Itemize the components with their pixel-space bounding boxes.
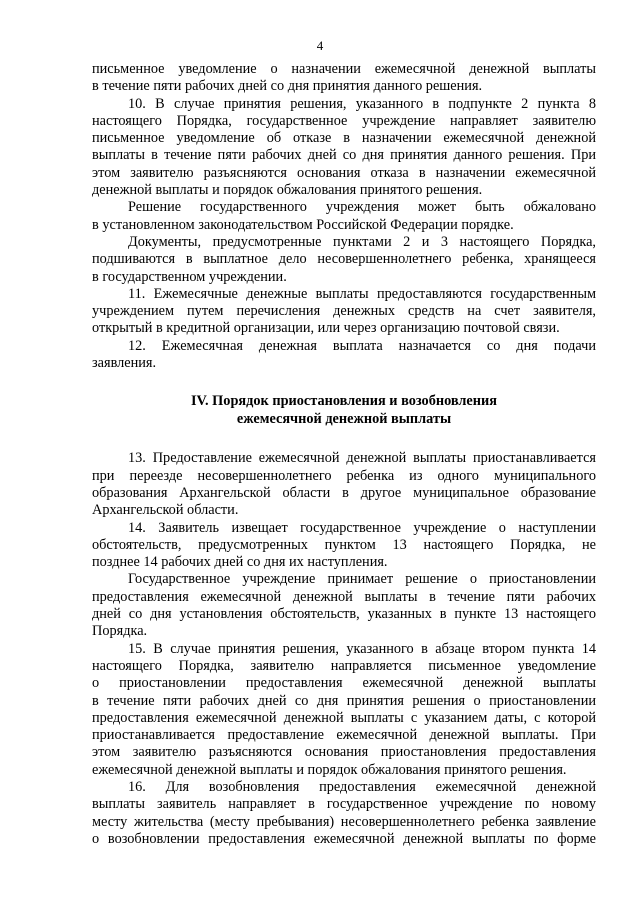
paragraph-p12 xyxy=(92,338,596,373)
document-body xyxy=(92,61,596,848)
paragraph-line: письменное уведомление об отказе в назначении ежемесячной денежной xyxy=(92,130,596,147)
paragraph-line: ежемесячной денежной выплаты и порядок обжалования принятого решения. xyxy=(92,761,567,778)
paragraph-line: 12. Ежемесячная денежная выплата назначается со дня подачи xyxy=(128,337,596,354)
paragraph-line: заявления. xyxy=(92,355,157,372)
paragraph-line: этом заявителю разъясняются основания отказа в назначении ежемесячной xyxy=(92,164,596,181)
paragraph-p13 xyxy=(92,450,596,519)
paragraphs-after-section xyxy=(92,450,596,848)
paragraph-line: этом заявителю разъясняются основания приостановления предоставления xyxy=(92,744,596,761)
paragraph-line: подшиваются в выплатное дело несовершеннолетнего ребенка, хранящееся xyxy=(92,251,596,268)
paragraph-line: Документы, предусмотренные пунктами 2 и 3 настоящего Порядка, xyxy=(128,233,596,250)
section-gap xyxy=(92,428,596,450)
paragraph-line: выплаты заявитель направляет в государственное учреждение по новому xyxy=(92,796,596,813)
paragraph-line: Архангельской области. xyxy=(92,502,239,519)
paragraph-line: денежной выплаты и порядок обжалования принятого решения. xyxy=(92,182,483,199)
paragraphs-before-section xyxy=(92,61,596,372)
paragraph-line: обстоятельств, предусмотренных пунктом 13 настоящего Порядка, не xyxy=(92,536,596,553)
paragraph-line: о приостановлении предоставления ежемесячной денежной выплаты xyxy=(92,675,596,692)
paragraph-line: 14. Заявитель извещает государственное учреждение о наступлении xyxy=(128,519,596,536)
paragraph-line: в течение пяти рабочих дней со дня принятия данного решения. xyxy=(92,78,483,95)
paragraph-line: в государственном учреждении. xyxy=(92,268,287,285)
paragraph-line: 13. Предоставление ежемесячной денежной выплаты приостанавливается xyxy=(128,450,596,467)
section-title-line-1: IV. Порядок приостановления и возобновления xyxy=(190,393,497,410)
paragraph-line: 10. В случае принятия решения, указанного в подпункте 2 пункта 8 xyxy=(128,95,596,112)
paragraph-line: учреждением путем перечисления денежных средств на счет заявителя, xyxy=(92,303,596,320)
paragraph-line: дней со дня установления обстоятельств, указанных в пункте 13 настоящего xyxy=(92,606,596,623)
paragraph-line: предоставления ежемесячной денежной выплаты с указанием даты, с которой xyxy=(92,709,596,726)
paragraph-p14 xyxy=(92,520,596,572)
paragraph-line: позднее 14 рабочих дней со дня их наступления. xyxy=(92,554,388,571)
paragraph-line: настоящего Порядка, государственное учреждение направляет заявителю xyxy=(92,112,596,129)
paragraph-p10c xyxy=(92,234,596,286)
paragraph-line: о возобновлении предоставления ежемесячной денежной выплаты по форме xyxy=(92,830,596,847)
paragraph-line: 15. В случае принятия решения, указанного в абзаце втором пункта 14 xyxy=(128,640,596,657)
paragraph-line: предоставления ежемесячной денежной выплаты в течение пяти рабочих xyxy=(92,588,596,605)
paragraph-line: 11. Ежемесячные денежные выплаты предоставляются государственным xyxy=(128,285,596,302)
paragraph-line: приостанавливается предоставление ежемесячной денежной выплаты. При xyxy=(92,727,596,744)
paragraph-line: открытый в кредитной организации, или через организацию почтовой связи. xyxy=(92,320,560,337)
paragraph-line: 16. Для возобновления предоставления ежемесячной денежной xyxy=(128,778,596,795)
paragraph-p11 xyxy=(92,286,596,338)
paragraph-line: при переезде несовершеннолетнего ребенка из одного муниципального xyxy=(92,467,596,484)
paragraph-line: настоящего Порядка, заявителю направляется письменное уведомление xyxy=(92,657,596,674)
paragraph-p15 xyxy=(92,641,596,779)
paragraph-line: выплаты в течение пяти рабочих дней со дня принятия данного решения. При xyxy=(92,147,596,164)
paragraph-line: в течение пяти рабочих дней со дня принятия решения о приостановлении xyxy=(92,692,596,709)
paragraph-cont xyxy=(92,61,596,96)
paragraph-line: письменное уведомление о назначении ежемесячной денежной выплаты xyxy=(92,61,596,77)
paragraph-line: Решение государственного учреждения может быть обжаловано xyxy=(128,199,596,216)
paragraph-p14b xyxy=(92,571,596,640)
section-title xyxy=(92,393,596,428)
paragraph-line: в установленном законодательством Российской Федерации порядке. xyxy=(92,216,514,233)
page-number: 4 xyxy=(316,38,324,53)
paragraph-p10 xyxy=(92,96,596,200)
paragraph-line: Государственное учреждение принимает решение о приостановлении xyxy=(128,571,596,588)
paragraph-line: месту жительства (месту пребывания) несовершеннолетнего ребенка заявление xyxy=(92,813,596,830)
paragraph-line: Порядка. xyxy=(92,623,148,640)
paragraph-line: образования Архангельской области в другое муниципальное образование xyxy=(92,484,596,501)
paragraph-p16 xyxy=(92,779,596,848)
paragraph-p10b xyxy=(92,199,596,234)
section-title-line-2: ежемесячной денежной выплаты xyxy=(236,410,452,427)
